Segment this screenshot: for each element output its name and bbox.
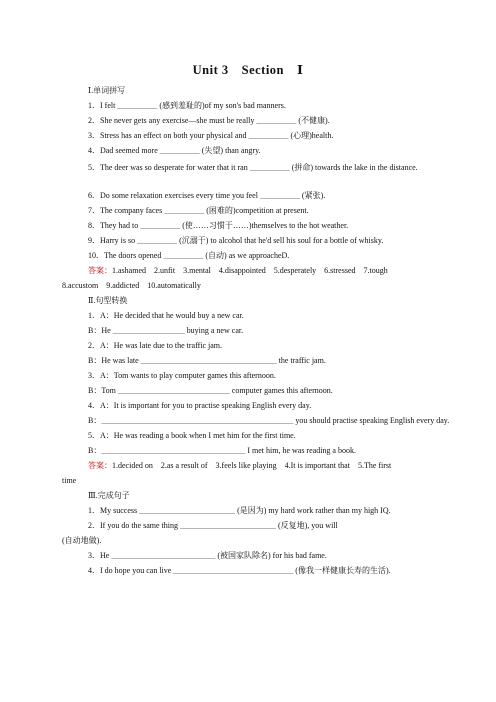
- answer-line: [62, 266, 388, 276]
- exercise-line: 4．I do hope you can live ＿＿＿＿＿＿＿＿＿＿＿＿＿＿＿ (像我一样健康长寿的生活).: [88, 566, 391, 575]
- answer-label: 答案：: [88, 461, 112, 470]
- section-heading-spelling: Ⅰ.单词拼写: [88, 86, 126, 95]
- answer-text: 1.decided on 2.as a result of 3.feels like playing 4.It is important that 5.The first: [112, 461, 392, 470]
- section-heading-complete: Ⅲ.完成句子: [88, 491, 130, 500]
- exercise-line: 8．They had to ＿＿＿＿＿ (使……习惯于……)themselves to the hot weather.: [88, 221, 349, 230]
- section-heading-transform: Ⅱ.句型转换: [88, 296, 128, 305]
- exercise-line: 10．The doors opened ＿＿＿＿＿ (自动) as we approacheD.: [88, 251, 290, 260]
- exercise-line: 5．A：He was reading a book when I met him for the first time.: [88, 431, 296, 440]
- exercise-line: 3．Stress has an effect on both your physical and ＿＿＿＿＿ (心理)health.: [88, 131, 334, 140]
- exercise-line-continued: (自动地做).: [62, 536, 102, 545]
- exercise-line: 2．If you do the same thing ＿＿＿＿＿＿＿＿＿＿＿＿ (反复地), you will: [88, 521, 338, 530]
- exercise-line: 6．Do some relaxation exercises every time you feel ＿＿＿＿＿ (紧张).: [88, 191, 326, 200]
- answer-line-continued: time: [62, 476, 77, 485]
- exercise-line: 1．A：He decided that he would buy a new car.: [88, 311, 244, 320]
- exercise-line: 2．A：He was late due to the traffic jam.: [88, 341, 223, 350]
- exercise-line: 4．A：It is important for you to practise speaking English every day.: [88, 401, 312, 410]
- exercise-line: 3．He ＿＿＿＿＿＿＿＿＿＿＿＿＿ (被国家队除名) for his bad fame.: [88, 551, 327, 560]
- answer-label: 答案：: [88, 266, 112, 275]
- exercise-line: 7．The company faces ＿＿＿＿＿ (困难的)competition at present.: [88, 206, 309, 215]
- answer-line: [62, 461, 391, 471]
- exercise-line: B：He was late ＿＿＿＿＿＿＿＿＿＿＿＿＿＿＿＿＿ the traffic jam.: [88, 356, 326, 365]
- exercise-line: B：＿＿＿＿＿＿＿＿＿＿＿＿＿＿＿＿＿＿ I met him, he was reading a book.: [88, 446, 356, 455]
- page-title: Unit 3 Section Ⅰ: [192, 63, 304, 77]
- exercise-line: B：He ＿＿＿＿＿＿＿＿＿ buying a new car.: [88, 326, 244, 335]
- exercise-line: B：Tom ＿＿＿＿＿＿＿＿＿＿＿＿＿＿ computer games this afternoon.: [88, 386, 333, 395]
- answer-line-continued: 8.accustom 9.addicted 10.automatically: [62, 281, 201, 290]
- answer-text: 1.ashamed 2.unfit 3.mental 4.disappointed 5.desperately 6.stressed 7.tough: [112, 266, 388, 275]
- exercise-line: 9．Harry is so ＿＿＿＿＿ (沉溺于) to alcohol that he'd sell his soul for a bottle of whisky.: [88, 236, 384, 245]
- exercise-line: 1．I felt ＿＿＿＿＿ (感到羞耻的)of my son's bad manners.: [88, 101, 286, 110]
- exercise-line: 2．She never gets any exercise—she must be really ＿＿＿＿＿ (不健康).: [88, 116, 330, 125]
- exercise-line: 4．Dad seemed more ＿＿＿＿＿ (失望) than angry.: [88, 146, 261, 155]
- exercise-line: 3．A：Tom wants to play computer games this afternoon.: [88, 371, 276, 380]
- exercise-line: 5．The deer was so desperate for water that it ran ＿＿＿＿＿ (拼命) towards the lake in the distance.: [88, 163, 418, 172]
- exercise-line: B：＿＿＿＿＿＿＿＿＿＿＿＿＿＿＿＿＿＿＿＿＿＿＿＿ you should practise speaking English every day.: [88, 416, 450, 425]
- exercise-line: 1．My success ＿＿＿＿＿＿＿＿＿＿＿＿ (是因为) my hard work rather than my high IQ.: [88, 506, 391, 515]
